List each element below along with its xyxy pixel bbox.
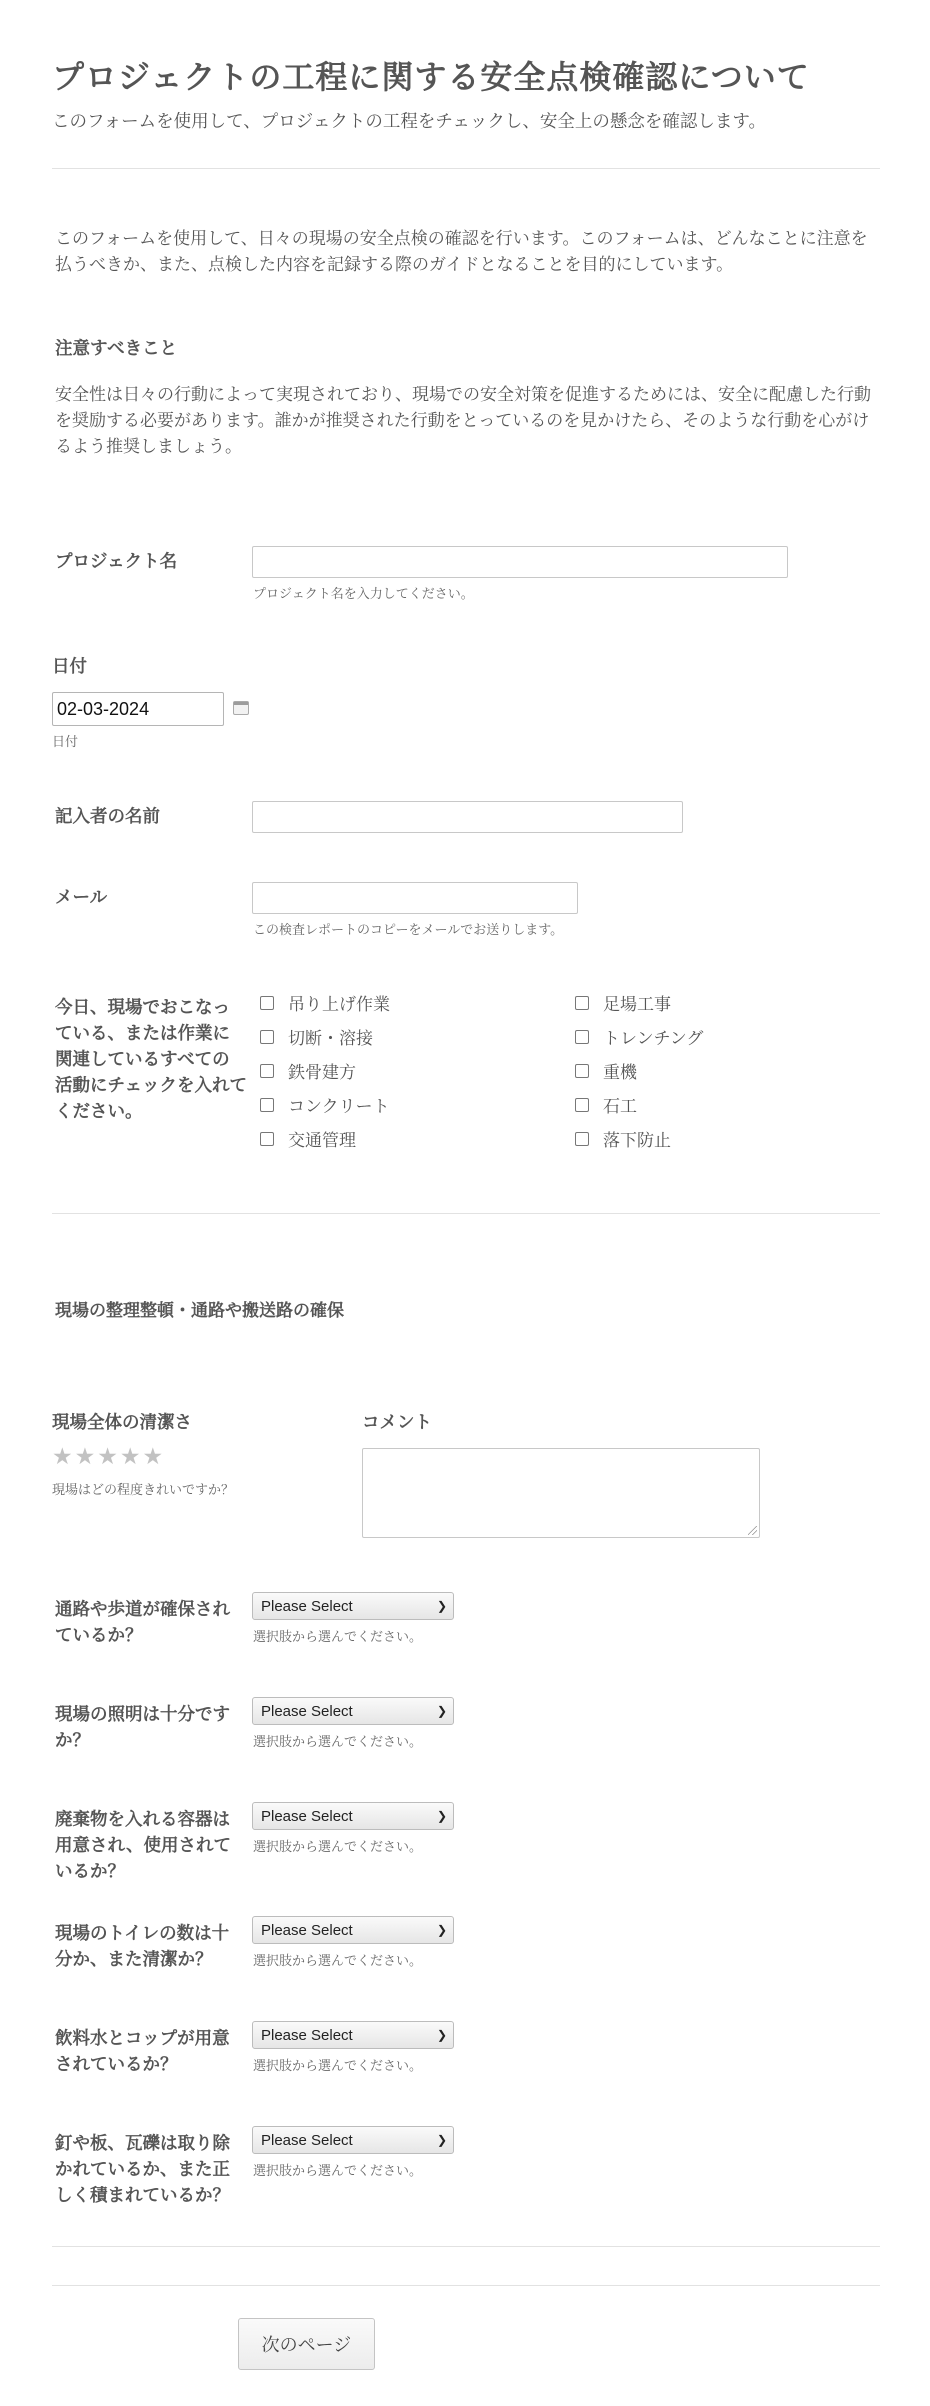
activity-option-label: 切断・溶接 [288,1029,373,1049]
question-sublabel: 選択肢から選んでください。 [253,2164,423,2179]
checkbox[interactable] [260,1064,274,1078]
question-select[interactable] [252,2021,454,2049]
email-input[interactable] [252,882,578,914]
chevron-down-icon: ❯ [436,1809,447,1823]
star-icon[interactable]: ★ [142,1444,164,1470]
select-value: Please Select [261,2026,353,2044]
next-page-button[interactable]: 次のページ [238,2318,375,2370]
activity-option-label: 重機 [603,1063,637,1083]
form-subtitle: このフォームを使用して、プロジェクトの工程をチェックし、安全上の懸念を確認します。 [52,112,766,132]
activities-label: 今日、現場でおこなっている、または作業に関連しているすべての活動にチェックを入れてください。 [55,998,247,1122]
project-name-sublabel: プロジェクト名を入力してください。 [253,587,474,602]
chevron-down-icon: ❯ [436,1704,447,1718]
question-label: 現場の照明は十分ですか？ [55,1705,230,1751]
reporter-name-label: 記入者の名前 [55,807,160,827]
select-value: Please Select [261,1597,353,1615]
section-divider [52,1213,880,1214]
question-sublabel: 選択肢から選んでください。 [253,2059,423,2074]
checkbox[interactable] [575,1132,589,1146]
checkbox[interactable] [260,1098,274,1112]
select-value: Please Select [261,2131,353,2149]
activity-option[interactable] [575,1126,671,1151]
question-sublabel: 選択肢から選んでください。 [253,1954,423,1969]
question-select[interactable] [252,1592,454,1620]
header-divider [52,168,880,169]
question-sublabel: 選択肢から選んでください。 [253,1630,423,1645]
question-select[interactable] [252,2126,454,2154]
activity-option-label: 交通管理 [288,1131,356,1151]
question-label: 飲料水とコップが用意されているか？ [55,2029,230,2075]
star-icon[interactable]: ★ [74,1444,96,1470]
question-select[interactable] [252,1802,454,1830]
question-sublabel: 選択肢から選んでください。 [253,1735,423,1750]
cleanliness-label: 現場全体の清潔さ [52,1413,192,1433]
comment-textarea[interactable] [362,1448,760,1538]
star-icon[interactable]: ★ [97,1444,118,1470]
activity-option-label: コンクリート [288,1097,390,1117]
footer-divider [52,2285,880,2286]
select-value: Please Select [261,1921,353,1939]
question-label: 廃棄物を入れる容器は用意され、使用されているか？ [55,1810,232,1882]
activity-option[interactable] [575,1092,637,1117]
date-label: 日付 [52,657,87,677]
chevron-down-icon: ❯ [436,1923,447,1937]
activity-option-label: 鉄骨建方 [288,1063,356,1083]
question-select[interactable] [252,1697,454,1725]
question-label: 釘や板、瓦礫は取り除かれているか、また正しく積まれているか？ [55,2134,230,2206]
star-rating[interactable] [52,1446,163,1469]
activity-option[interactable] [260,1092,390,1117]
resize-handle-icon[interactable] [748,1526,757,1535]
activity-option[interactable] [575,1058,637,1083]
checkbox[interactable] [260,996,274,1010]
date-sublabel: 日付 [52,735,79,750]
intro-paragraph: このフォームを使用して、日々の現場の安全点検の確認を行います。このフォームは、どんなことに注意を払うべきか、また、点検した内容を記録する際のガイドとなることを目的にしています。 [55,229,868,275]
checkbox[interactable] [260,1030,274,1044]
activity-option[interactable] [260,1058,356,1083]
activity-option-label: 石工 [603,1097,637,1117]
chevron-down-icon: ❯ [436,1599,447,1613]
section-heading: 現場の整理整頓・通路や搬送路の確保 [55,1301,344,1321]
activity-option-label: 足場工事 [603,995,671,1015]
comment-label: コメント [362,1413,432,1433]
email-label: メール [55,888,108,908]
checkbox[interactable] [575,996,589,1010]
chevron-down-icon: ❯ [436,2028,447,2042]
question-label: 通路や歩道が確保されているか？ [55,1600,230,1646]
project-name-label: プロジェクト名 [55,552,178,572]
intro-paragraph-2: 安全性は日々の行動によって実現されており、現場での安全対策を促進するためには、安全に配慮した行動を奨励する必要があります。誰かが推奨された行動をとっているのを見かけたら、そのような行動を心がけるよう推奨しましょう。 [55,385,871,457]
activity-option[interactable] [260,990,390,1015]
select-value: Please Select [261,1807,353,1825]
checkbox[interactable] [575,1098,589,1112]
activity-option-label: 吊り上げ作業 [288,995,390,1015]
checkbox[interactable] [260,1132,274,1146]
activity-option-label: 落下防止 [603,1131,671,1151]
star-icon[interactable]: ★ [52,1444,73,1470]
activity-option[interactable] [575,990,671,1015]
footer-divider [52,2246,880,2247]
checkbox[interactable] [575,1064,589,1078]
calendar-icon[interactable] [233,701,249,715]
project-name-input[interactable] [252,546,788,578]
question-select[interactable] [252,1916,454,1944]
activity-option[interactable] [260,1126,356,1151]
form-title: プロジェクトの工程に関する安全点検確認について [52,58,810,96]
select-value: Please Select [261,1702,353,1720]
activity-option[interactable] [575,1024,703,1049]
star-icon[interactable]: ★ [119,1444,141,1470]
date-input[interactable]: 02-03-2024 [52,692,224,726]
activity-option-label: トレンチング [603,1029,704,1049]
email-sublabel: この検査レポートのコピーをメールでお送りします。 [253,923,564,938]
intro-heading: 注意すべきこと [55,339,178,359]
question-label: 現場のトイレの数は十分か、また清潔か？ [55,1924,230,1970]
question-sublabel: 選択肢から選んでください。 [253,1840,423,1855]
checkbox[interactable] [575,1030,589,1044]
reporter-name-input[interactable] [252,801,683,833]
chevron-down-icon: ❯ [436,2133,447,2147]
cleanliness-sublabel: 現場はどの程度きれいですか？ [52,1483,235,1498]
activity-option[interactable] [260,1024,373,1049]
